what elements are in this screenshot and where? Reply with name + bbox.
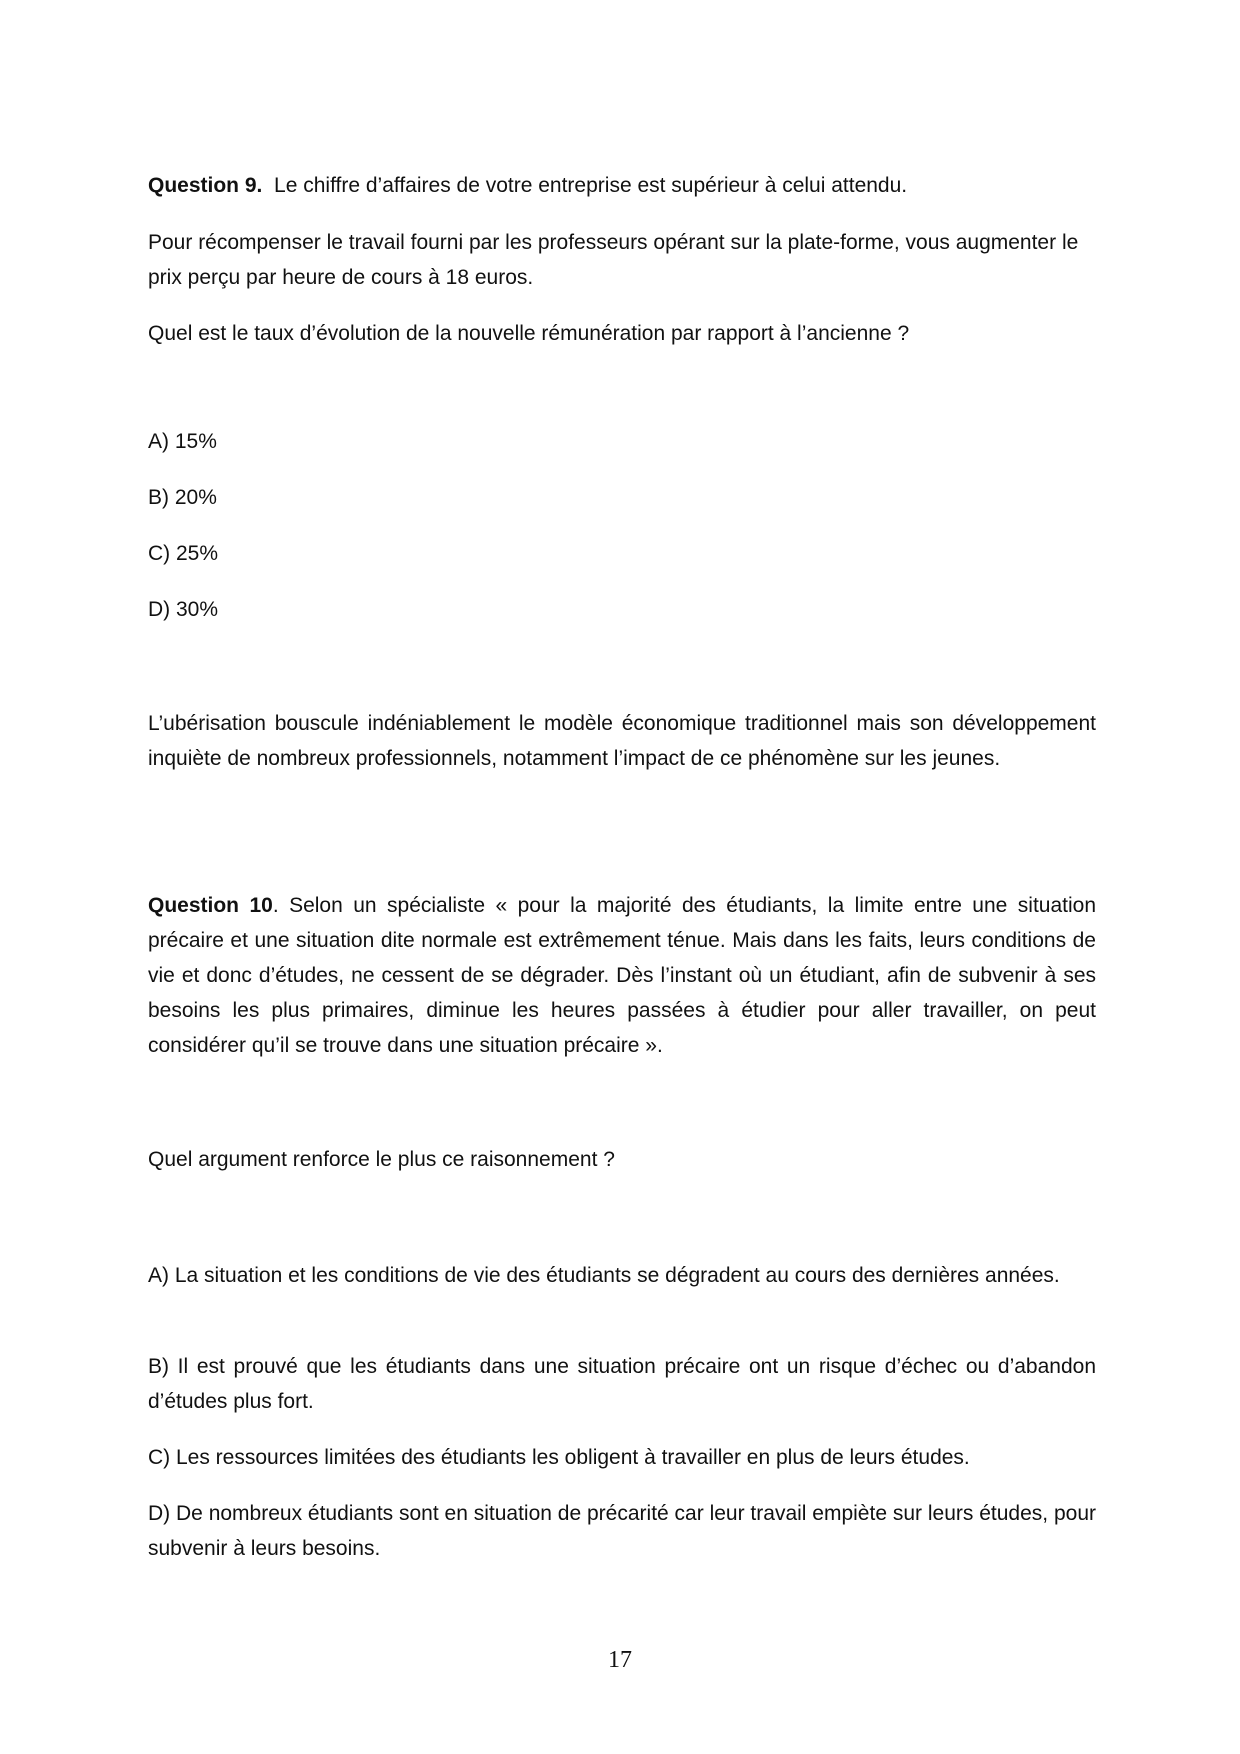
question-9-prompt: Quel est le taux d’évolution de la nouvelle rémunération par rapport à l’ancienne ?: [148, 322, 910, 345]
question-9-statement: [148, 168, 1096, 203]
question-10-option-c: C) Les ressources limitées des étudiants les obligent à travailler en plus de leurs études.: [148, 1446, 970, 1469]
question-9-option-a: A) 15%: [148, 430, 217, 453]
question-10-statement: [148, 888, 1096, 1063]
intro-paragraph: L’ubérisation bouscule indéniablement le modèle économique traditionnel mais son développement inquiète de nombreux professionnels, notamment l’impact de ce phénomène sur les jeunes.: [148, 712, 1096, 770]
question-9-option-c: C) 25%: [148, 542, 219, 565]
question-10-prompt: Quel argument renforce le plus ce raisonnement ?: [148, 1148, 615, 1171]
question-9-context: Pour récompenser le travail fourni par les professeurs opérant sur la plate-forme, vous augmenter le prix perçu par heure de cours à 18 euros.: [148, 231, 1079, 289]
question-9-option-b: B) 20%: [148, 486, 217, 509]
page-number: 17: [608, 1647, 632, 1673]
question-9-label: Question 9.: [148, 174, 263, 197]
question-10-option-a: A) La situation et les conditions de vie des étudiants se dégradent au cours des dernières années.: [148, 1264, 1060, 1287]
question-9-statement-text: Le chiffre d’affaires de votre entreprise est supérieur à celui attendu.: [274, 174, 908, 197]
question-10-option-b: B) Il est prouvé que les étudiants dans une situation précaire ont un risque d’échec ou d’abandon d’études plus fort.: [148, 1355, 1096, 1413]
question-10-label: Question 10: [148, 894, 273, 917]
question-10-option-d: D) De nombreux étudiants sont en situation de précarité car leur travail empiète sur leurs études, pour subvenir à leurs besoins.: [148, 1502, 1096, 1560]
question-10-statement-text: . Selon un spécialiste « pour la majorité des étudiants, la limite entre une situation précaire et une situation dite normale est extrêmement ténue. Mais dans les faits, leurs conditions de vie et donc d’études, ne cessent de se dégrader. Dès l’instant où un étudiant, afin de subvenir à ses besoins les plus primaires, diminue les heures passées à étudier pour aller travailler, on peut considérer qu’il se trouve dans une situation précaire ».: [148, 894, 1096, 1057]
question-9-option-d: D) 30%: [148, 598, 219, 621]
